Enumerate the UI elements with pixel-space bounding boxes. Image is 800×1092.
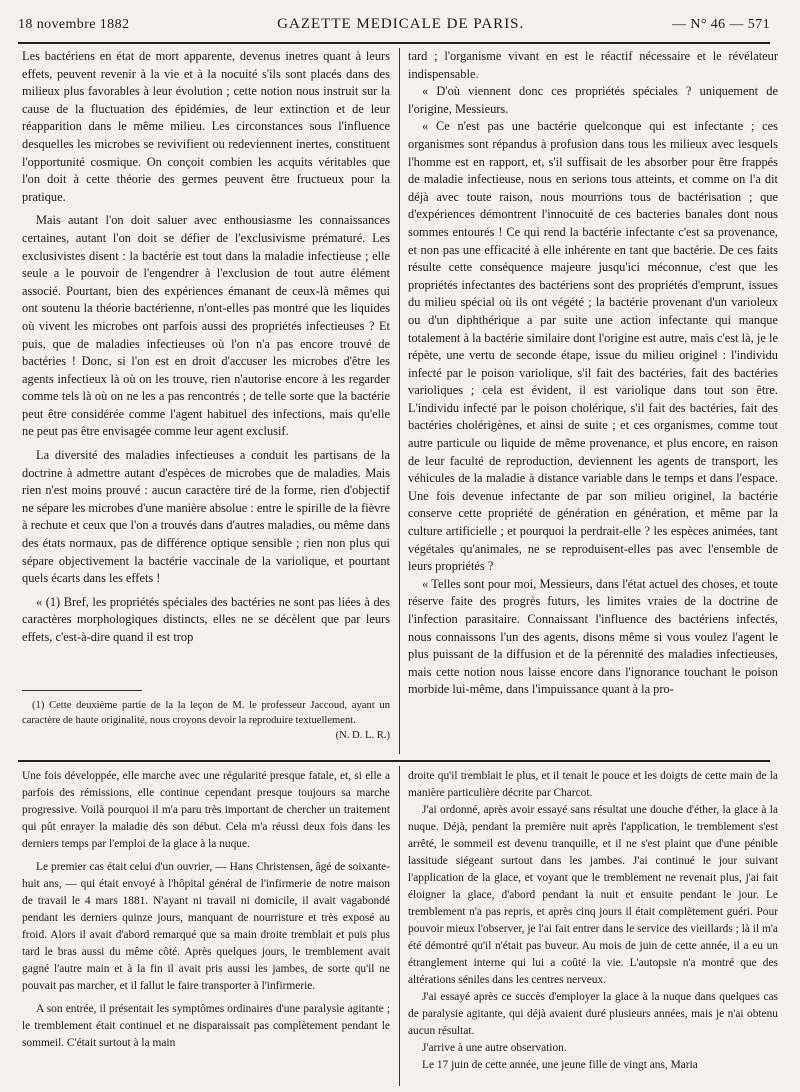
- paragraph: Une fois développée, elle marche avec une régularité presque fatale, et, si elle a parfois des rémissions, elle continue cependant presque toujours sa marche progressive. Voilà pourquoi il m'a paru très important de chercher un traitement qui pût enrayer la maladie dès son début. Cela m'a réussi deux fois dans les derniers temps par l'emploi de la glace à la nuque.: [22, 770, 390, 850]
- paragraph: « (1) Bref, les propriétés spéciales des bactéries ne sont pas liées à des caractères morphologiques distincts, elles ne se décèlent que par leurs effets, c'est-à-dire quand il est trop: [22, 594, 390, 644]
- paragraph: J'arrive à une autre observation.: [422, 1042, 567, 1054]
- header-rule: [18, 42, 770, 44]
- upper-right-column: [408, 48, 778, 754]
- paragraph: « Ce n'est pas une bactérie quelconque qui est infectante ; ces organismes sont répandus à profusion dans tous les milieux avec lesquels l'homme est en rapport, et, s'il suffisait de les absorber pour être frappés de maladie infectieuse, nous en serions tous atteints, et comme on l'a dit déjà avec toute raison, nous mourrions tous de bactérisation ; que d'expériences démontrent l'innocuité de ces bacteries banales dont nous sommes entourés ! Ce qui rend la bactérie infectante c'est sa provenance, et non pas une efficacité à elle inhérente en tant que bactérie. De ces faits résulte cette conséquence majeure jusqu'ici méconnue, c'est que les propriétés infectantes des bactériens sont des propriétés d'emprunt, issues du milieu spécial où ils ont végété ; la bactérie provenant d'un varioleux ou d'un diphthérique a par suite une action infectante qui manque totalement à la bactérie similaire dont l'origine est autre, mais c'est là, je le répète, une vertu de seconde étape, issue du milieu originel : l'individu infecté par le poison variolique, s'il fait des bactéries, fait des bactéries varioliques ; cela est évident, il est variolique dans tout son être. L'individu infecté par le poison cholérique, s'il fait des bactéries, fait des bactéries cholérigènes, et ainsi de suite ; et ces organismes, comme tout autre particule ou liquide de même provenance, et plus encore, en raison de leur faculté de reproduction, deviennent les agents de transport, les véhicules de la maladie à distance variable dans le temps et dans l'espace. Une fois devenue infectante de par son milieu originel, la bactérie conserve cette propriété de génération en génération, et même par la culture artificielle ; et pourquoi la perdrait-elle ? les espèces animées, tant végétales qu'animales, ne se reproduisent-elles pas avec l'ensemble de leurs propriétés ?: [408, 119, 778, 574]
- footnote: [22, 698, 390, 750]
- paragraph: droite qu'il tremblait le plus, et il tenait le pouce et les doigts de cette main de la manière particulière décrite par Charcot.: [408, 770, 778, 799]
- lower-left-column: [22, 768, 390, 1086]
- paragraph: Les bactériens en état de mort apparente, devenus inetres quant à leurs effets, peuvent revenir à la vie et à la nocuité s'ils sont placés dans des milieux plus favorables à leur évolution ; cette notion nous instruit sur la cause de la fluctuation des épidémies, de leur extinction et de leur réapparition dans le même milieu. Les circonstances sous l'influence desquelles les microbes se revivifient ou redeviennent inertes, constituent l'opportunité cosmique. On conçoit combien les acquits véritables que l'on doit à cette théorie des germes peuvent être fructueux pour la pratique.: [22, 49, 390, 204]
- column-divider: [399, 48, 400, 754]
- journal-title: GAZETTE MEDICALE DE PARIS.: [277, 16, 525, 32]
- paragraph: Mais autant l'on doit saluer avec enthousiasme les connaissances certaines, autant l'on doit se défier de l'exclusivisme prématuré. Les exclusivistes disent : la bactérie est tout dans la maladie infectieuse ; elle seule a le pouvoir de l'engendrer à l'exclusion de tout autre élément associé. Pourtant, bien des expériences émanant de ceux-là mêmes qui ont soutenu la théorie bactérienne, n'ont-elles pas montré que les liquides où vivent les microbes ont parfois aussi des propriétés infectieuses ? Et puis, que de maladies infectieuses où l'on n'a pas encore trouvé de bactéries ! Donc, si l'on est en droit d'accuser les microbes d'être les agents infectieux là où on les trouve, rien n'autorise encore à les regarder comme tels là où on ne les a pas rencontrés ; de telle sorte que la bactérie peut être considérée comme l'agent habituel des infections, mais qu'elle ne peut pas être envisagée comme leur agent exclusif.: [22, 213, 390, 439]
- paragraph: tard ; l'organisme vivant en est le réactif nécessaire et le révélateur indispensable.: [408, 49, 778, 81]
- header-date: 18 novembre 1882: [18, 17, 130, 32]
- footnote-rule: [22, 690, 142, 691]
- paragraph: Le premier cas était celui d'un ouvrier, — Hans Christensen, âgé de soixante-huit ans, — qui était envoyé à l'hôpital général de l'infirmerie de notre maison de travail le 4 mars 1881. N'ayant ni travail ni domicile, il avait vagabondé pendant les derniers quinze jours, manquant de nourristure et très exposé au froid. Alors il avait d'abord remarqué que sa main droite tremblait et puis plus tard le bras aussi du même côté. Après quelques jours, le tremblement avait gagné l'autre main et à la fin il avait pris aussi les jambes, de sorte qu'il ne pouvait pas marcher, et il fallut le faire transporter à l'infirmerie.: [22, 861, 390, 992]
- column-divider: [399, 766, 400, 1086]
- paragraph: J'ai essayé après ce succès d'employer la glace à la nuque dans quelques cas de paralysie agitante, qui déjà avaient duré plusieurs années, mais je n'ai obtenu aucun résultat.: [408, 991, 778, 1037]
- footnote-text: (1) Cette deuxième partie de la la leçon de M. le professeur Jaccoud, ayant un caractère de haute originalité, nous croyons devoir la reproduire textuellement.: [22, 700, 390, 726]
- paragraph: La diversité des maladies infectieuses a conduit les partisans de la doctrine à admettre autant d'espèces de microbes que de maladies. Mais rien n'est moins prouvé : aucun caractère tiré de la forme, rien d'objectif ne sépare les microbes d'une manière absolue : entre le spirille de la fièvre à rechute et ceux que l'on a trouvés dans d'autres maladies, ou même dans des états normaux, pas de différence optique sensible ; rien non plus qui sépare objectivement la bactérie vaccinale de la variolique, et pourtant quels écarts dans les effets !: [22, 448, 390, 586]
- paragraph: « Telles sont pour moi, Messieurs, dans l'état actuel des choses, et toute réserve faite des progrès futurs, les limites vraies de la doctrine de l'infection parasitaire. Connaissant l'influence des bactériens infectés, nous connaissons l'un des agents, disons même si vous voulez l'agent le plus puissant de la diffusion et de la pérennité des maladies infectieuses, mais cette notion nous laisse encore dans l'ignorance touchant le poison morbide lui-même, dans l'impuissance quant à la pro-: [408, 576, 778, 697]
- paragraph: « D'où viennent donc ces propriétés spéciales ? uniquement de l'origine, Messieurs.: [408, 84, 778, 116]
- page-header: [18, 16, 770, 38]
- issue-page-number: — N° 46 — 571: [672, 17, 770, 32]
- paragraph: A son entrée, il présentait les symptômes ordinaires d'une paralysie agitante ; le tremblement était continuel et ne disparaissait pas complètement pendant le sommeil. C'était surtout à la main: [22, 1003, 390, 1049]
- lower-right-column: [408, 768, 778, 1086]
- section-rule: [18, 760, 770, 762]
- upper-left-column: [22, 48, 390, 672]
- footnote-signature: (N. D. L. R.): [335, 730, 390, 741]
- paragraph: J'ai ordonné, après avoir essayé sans résultat une douche d'éther, la glace à la nuque. Déjà, pendant la première nuit après l'application, le tremblement s'est arrêté, le sommeil est devenu tranquille, et il ne s'est plaint que d'une pénible lassitude siégeant surtout dans les jambes. J'ai continué le jour suivant l'application de la glace, et voyant que le tremblement ne revenait plus, j'ai fait éloigner la glace, d'abord pendant la nuit et ensuite pendant le jour. Le tremblement n'a pas repris, et après cinq jours il était complètement guéri. Pour pouvoir mieux l'observer, je l'ai fait entrer dans le service des vieillards ; là il m'a été démontré qu'il n'était pas buveur. Au mois de juin de cette année, il a eu un étranglement interne qui lui a coûté la vie. L'autopsie n'a montré que des altérations séniles dans les centres nerveux.: [408, 804, 778, 986]
- paragraph: Le 17 juin de cette année, une jeune fille de vingt ans, Maria: [422, 1059, 698, 1071]
